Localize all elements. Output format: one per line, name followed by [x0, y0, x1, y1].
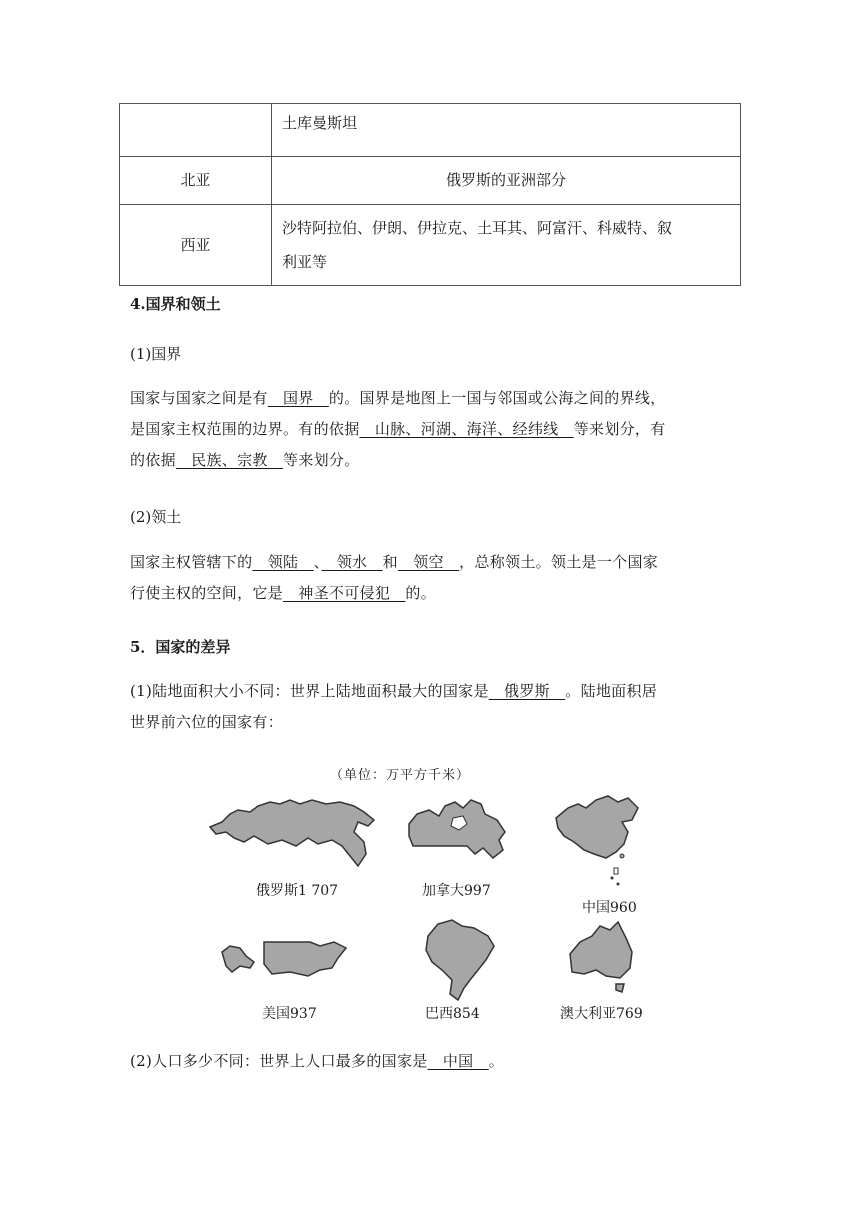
answer-blank: 领空 — [397, 553, 460, 571]
brazil-map-icon — [422, 916, 497, 1004]
countries-cell: 土库曼斯坦 — [272, 104, 741, 157]
answer-blank: 民族、宗教 — [175, 451, 284, 469]
australia-map-icon — [566, 920, 636, 1002]
answer-blank: 神圣不可侵犯 — [283, 584, 406, 602]
usa-map-icon — [220, 938, 350, 978]
section-5-title: 5．国家的差异 — [130, 638, 231, 656]
countries-cell: 俄罗斯的亚洲部分 — [272, 157, 741, 205]
subsection-border-title: (1)国界 — [130, 345, 182, 363]
region-cell: 西亚 — [120, 205, 272, 286]
answer-blank: 领水 — [321, 553, 383, 571]
table-row — [120, 104, 741, 157]
brazil-label: 巴西854 — [425, 1006, 480, 1022]
countries-line: 利亚等 — [282, 253, 328, 271]
paragraph-territory: 国家主权管辖下的 领陆 、 领水 和 领空 ，总称领土。领土是一个国家 行使主权的空间，它是 神圣不可侵犯 的。 — [130, 553, 659, 602]
answer-blank: 俄罗斯 — [488, 682, 566, 700]
usa-label: 美国937 — [262, 1006, 317, 1022]
paragraph-area: (1)陆地面积大小不同：世界上陆地面积最大的国家是 俄罗斯 。陆地面积居 世界前六位的国家有： — [130, 682, 658, 731]
region-cell — [120, 104, 272, 157]
answer-blank: 领陆 — [252, 553, 314, 571]
table-row — [120, 205, 741, 286]
china-label: 中国960 — [582, 900, 637, 916]
section-4-title: 4.国界和领土 — [130, 295, 221, 313]
region-cell: 北亚 — [120, 157, 272, 205]
paragraph-border: 国家与国家之间是有 国界 的。国界是地图上一国与邻国或公海之间的界线， 是国家主权范围的边界。有的依据 山脉、河湖、海洋、经纬线 等来划分，有 的依据 民族、宗教 等来划分。 — [130, 389, 666, 469]
table-row — [120, 157, 741, 205]
answer-blank: 山脉、河湖、海洋、经纬线 — [359, 420, 574, 438]
russia-map-icon — [208, 792, 378, 872]
subsection-territory-title: (2)领土 — [130, 508, 182, 526]
region-table — [119, 103, 741, 286]
australia-label: 澳大利亚769 — [560, 1006, 643, 1022]
answer-blank: 国界 — [267, 389, 329, 407]
countries-cell — [272, 205, 741, 286]
canada-label: 加拿大997 — [422, 883, 491, 899]
answer-blank: 中国 — [427, 1052, 489, 1070]
paragraph-population: (2)人口多少不同：世界上人口最多的国家是 中国 。 — [130, 1052, 505, 1070]
china-map-icon — [552, 794, 642, 894]
figure-unit-label: （单位：万平方千米） — [330, 768, 471, 783]
canada-map-icon — [405, 796, 510, 864]
russia-label: 俄罗斯1 707 — [256, 883, 339, 899]
countries-line: 沙特阿拉伯、伊朗、伊拉克、土耳其、阿富汗、科威特、叙 — [282, 219, 673, 237]
